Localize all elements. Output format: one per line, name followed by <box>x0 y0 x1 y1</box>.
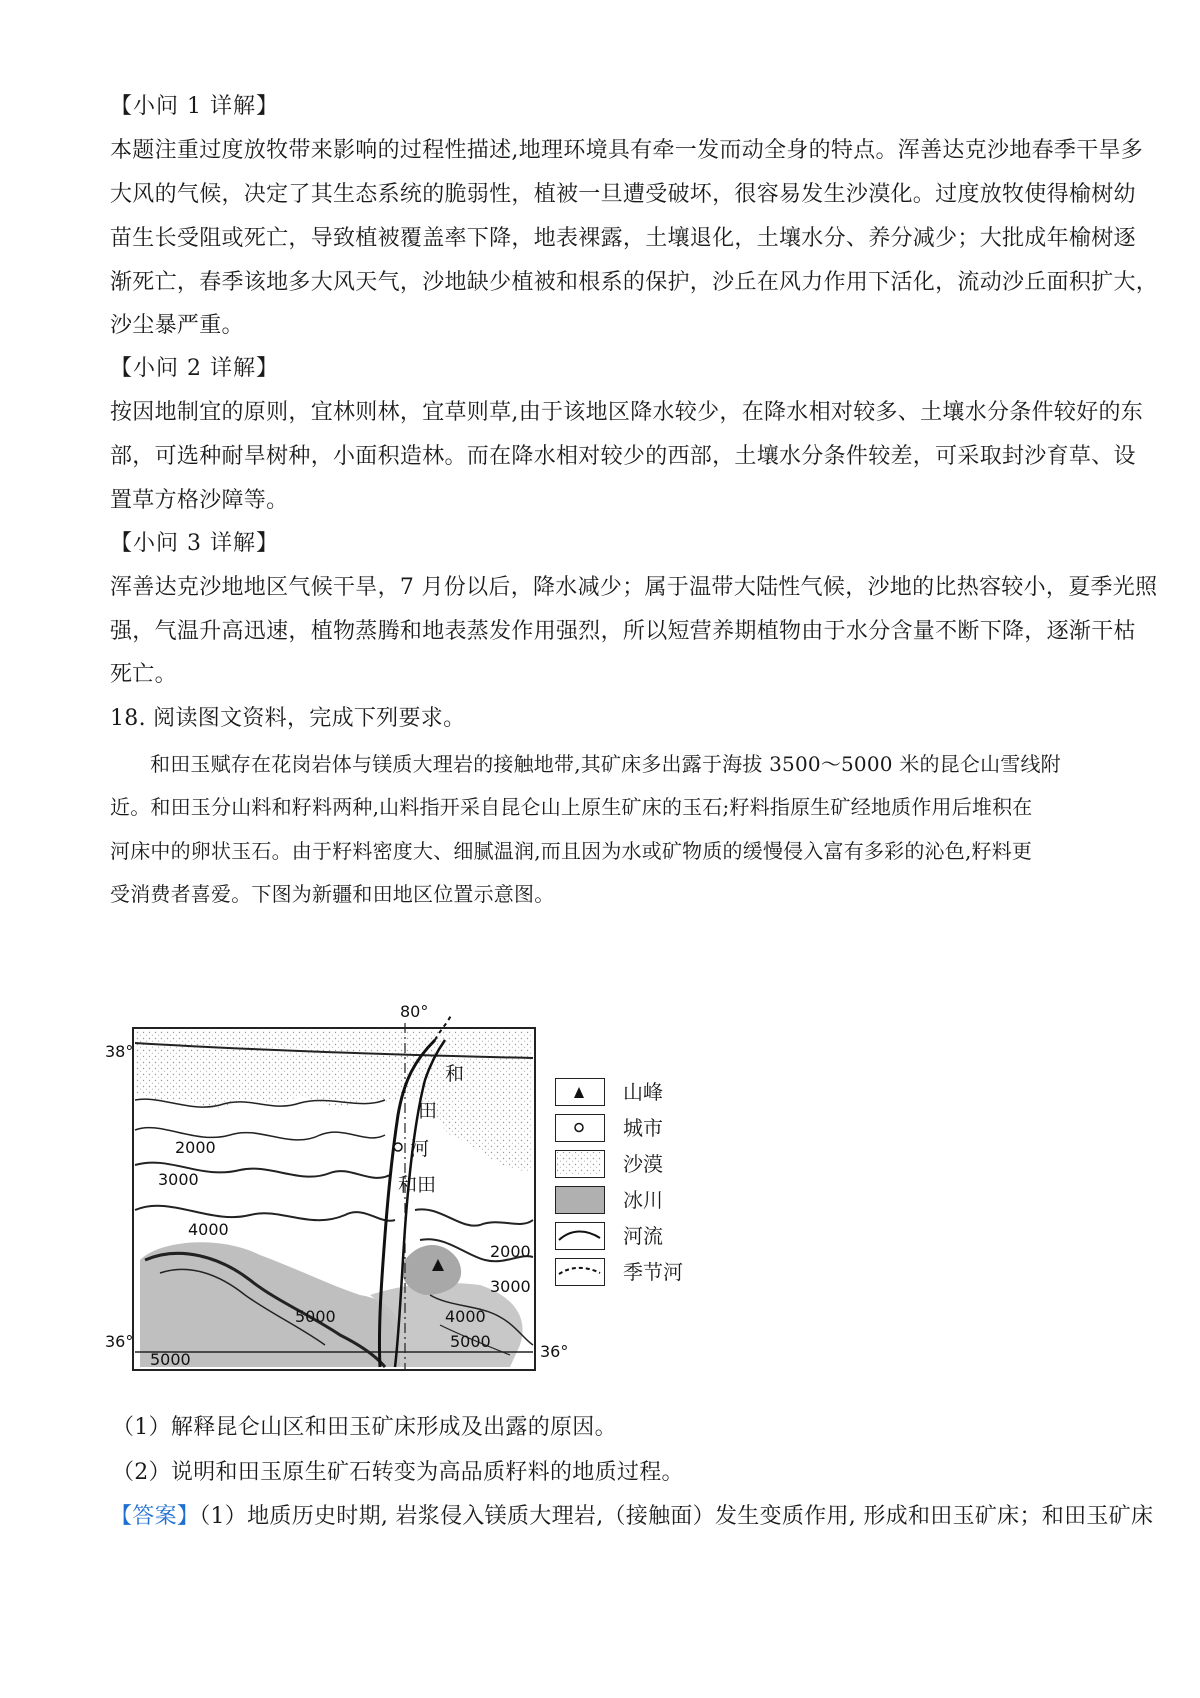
river-label-he2: 河 <box>410 1138 430 1160</box>
legend-label: 季节河 <box>623 1260 683 1284</box>
contour-label: 4000 <box>445 1307 486 1326</box>
material-line: 近。和田玉分山料和籽料两种,山料指开采自昆仑山上原生矿床的玉石;籽料指原生矿经地质作用后堆积在 <box>110 795 1033 819</box>
sub-question-1-heading: 【小问 1 详解】 <box>110 94 279 119</box>
legend-label: 城市 <box>623 1116 663 1140</box>
contour-label: 5000 <box>150 1350 191 1369</box>
legend-label: 河流 <box>623 1224 663 1248</box>
legend-item <box>555 1222 715 1252</box>
contour-label: 2000 <box>175 1138 216 1157</box>
answer-tag: 【答案】 <box>110 1504 200 1529</box>
river-icon <box>555 1222 605 1250</box>
paragraph-line: 置草方格沙障等。 <box>110 488 289 513</box>
paragraph-line: 沙尘暴严重。 <box>110 313 244 338</box>
material-line: 河床中的卵状玉石。由于籽料密度大、细腻温润,而且因为水或矿物质的缓慢侵入富有多彩的沁色,籽料更 <box>110 839 1033 863</box>
legend-label: 山峰 <box>623 1080 663 1104</box>
legend-item <box>555 1078 715 1108</box>
paragraph-line: 部，可选种耐旱树种，小面积造林。而在降水相对较少的西部，土壤水分条件较差，可采取封沙育草、设 <box>110 444 1136 469</box>
lat-label-36-east: 36° <box>540 1342 569 1361</box>
contour-label: 4000 <box>188 1220 229 1239</box>
answer-line <box>110 1502 1154 1532</box>
legend-label: 冰川 <box>623 1188 663 1212</box>
contour-label: 5000 <box>295 1307 336 1326</box>
legend-item <box>555 1186 715 1216</box>
paragraph-line: 大风的气候，决定了其生态系统的脆弱性，植被一旦遭受破坏，很容易发生沙漠化。过度放牧使得榆树幼 <box>110 182 1136 207</box>
answer-text: （1）地质历史时期, 岩浆侵入镁质大理岩,（接触面）发生变质作用, 形成和田玉矿床；和田玉矿床 <box>199 1504 1154 1529</box>
lat-label-36-west: 36° <box>105 1332 134 1351</box>
peak-icon <box>555 1078 605 1106</box>
lat-label-38: 38° <box>105 1042 134 1061</box>
question-18-2: （2）说明和田玉原生矿石转变为高品质籽料的地质过程。 <box>112 1460 684 1485</box>
legend-item <box>555 1150 715 1180</box>
paragraph-line: 苗生长受阻或死亡，导致植被覆盖率下降，地表裸露，土壤退化，土壤水分、养分减少；大批成年榆树逐 <box>110 226 1136 251</box>
paragraph-line: 按因地制宜的原则，宜林则林，宜草则草,由于该地区降水较少，在降水相对较多、土壤水分条件较好的东 <box>110 400 1144 425</box>
city-label-hotan: 和田 <box>398 1174 437 1196</box>
hotan-location-map <box>100 995 740 1390</box>
map-legend <box>555 1078 715 1308</box>
desert-icon <box>555 1150 605 1178</box>
sub-question-3-heading: 【小问 3 详解】 <box>110 531 279 556</box>
question-18-1: （1）解释昆仑山区和田玉矿床形成及出露的原因。 <box>112 1415 617 1440</box>
paragraph-line: 本题注重过度放牧带来影响的过程性描述,地理环境具有牵一发而动全身的特点。浑善达克沙地春季干旱多 <box>110 138 1144 163</box>
glacier-icon <box>555 1186 605 1214</box>
seasonal-river-icon <box>555 1258 605 1286</box>
river-label-tian: 田 <box>418 1100 438 1122</box>
material-line: 和田玉赋存在花岗岩体与镁质大理岩的接触地带,其矿床多出露于海拔 3500～5000 米的昆仑山雪线附 <box>150 752 1061 776</box>
contour-label: 2000 <box>490 1242 531 1261</box>
contour-label: 3000 <box>158 1170 199 1189</box>
legend-item <box>555 1258 715 1288</box>
question-18-title: 18. 阅读图文资料，完成下列要求。 <box>110 706 466 731</box>
legend-label: 沙漠 <box>623 1152 663 1176</box>
lon-label-80: 80° <box>400 1002 429 1021</box>
contour-label: 5000 <box>450 1332 491 1351</box>
city-icon <box>555 1114 605 1142</box>
material-line: 受消费者喜爱。下图为新疆和田地区位置示意图。 <box>110 882 555 906</box>
river-label-he: 和 <box>445 1063 465 1085</box>
paragraph-line: 死亡。 <box>110 662 177 687</box>
paragraph-line: 强，气温升高迅速，植物蒸腾和地表蒸发作用强烈，所以短营养期植物由于水分含量不断下降，逐渐干枯 <box>110 619 1136 644</box>
paragraph-line: 浑善达克沙地地区气候干旱，7 月份以后，降水减少；属于温带大陆性气候，沙地的比热容较小，夏季光照 <box>110 575 1158 600</box>
paragraph-line: 渐死亡，春季该地多大风天气，沙地缺少植被和根系的保护，沙丘在风力作用下活化，流动沙丘面积扩大， <box>110 270 1159 295</box>
contour-label: 3000 <box>490 1277 531 1296</box>
city-marker <box>394 1143 402 1151</box>
sub-question-2-heading: 【小问 2 详解】 <box>110 356 279 381</box>
legend-item <box>555 1114 715 1144</box>
